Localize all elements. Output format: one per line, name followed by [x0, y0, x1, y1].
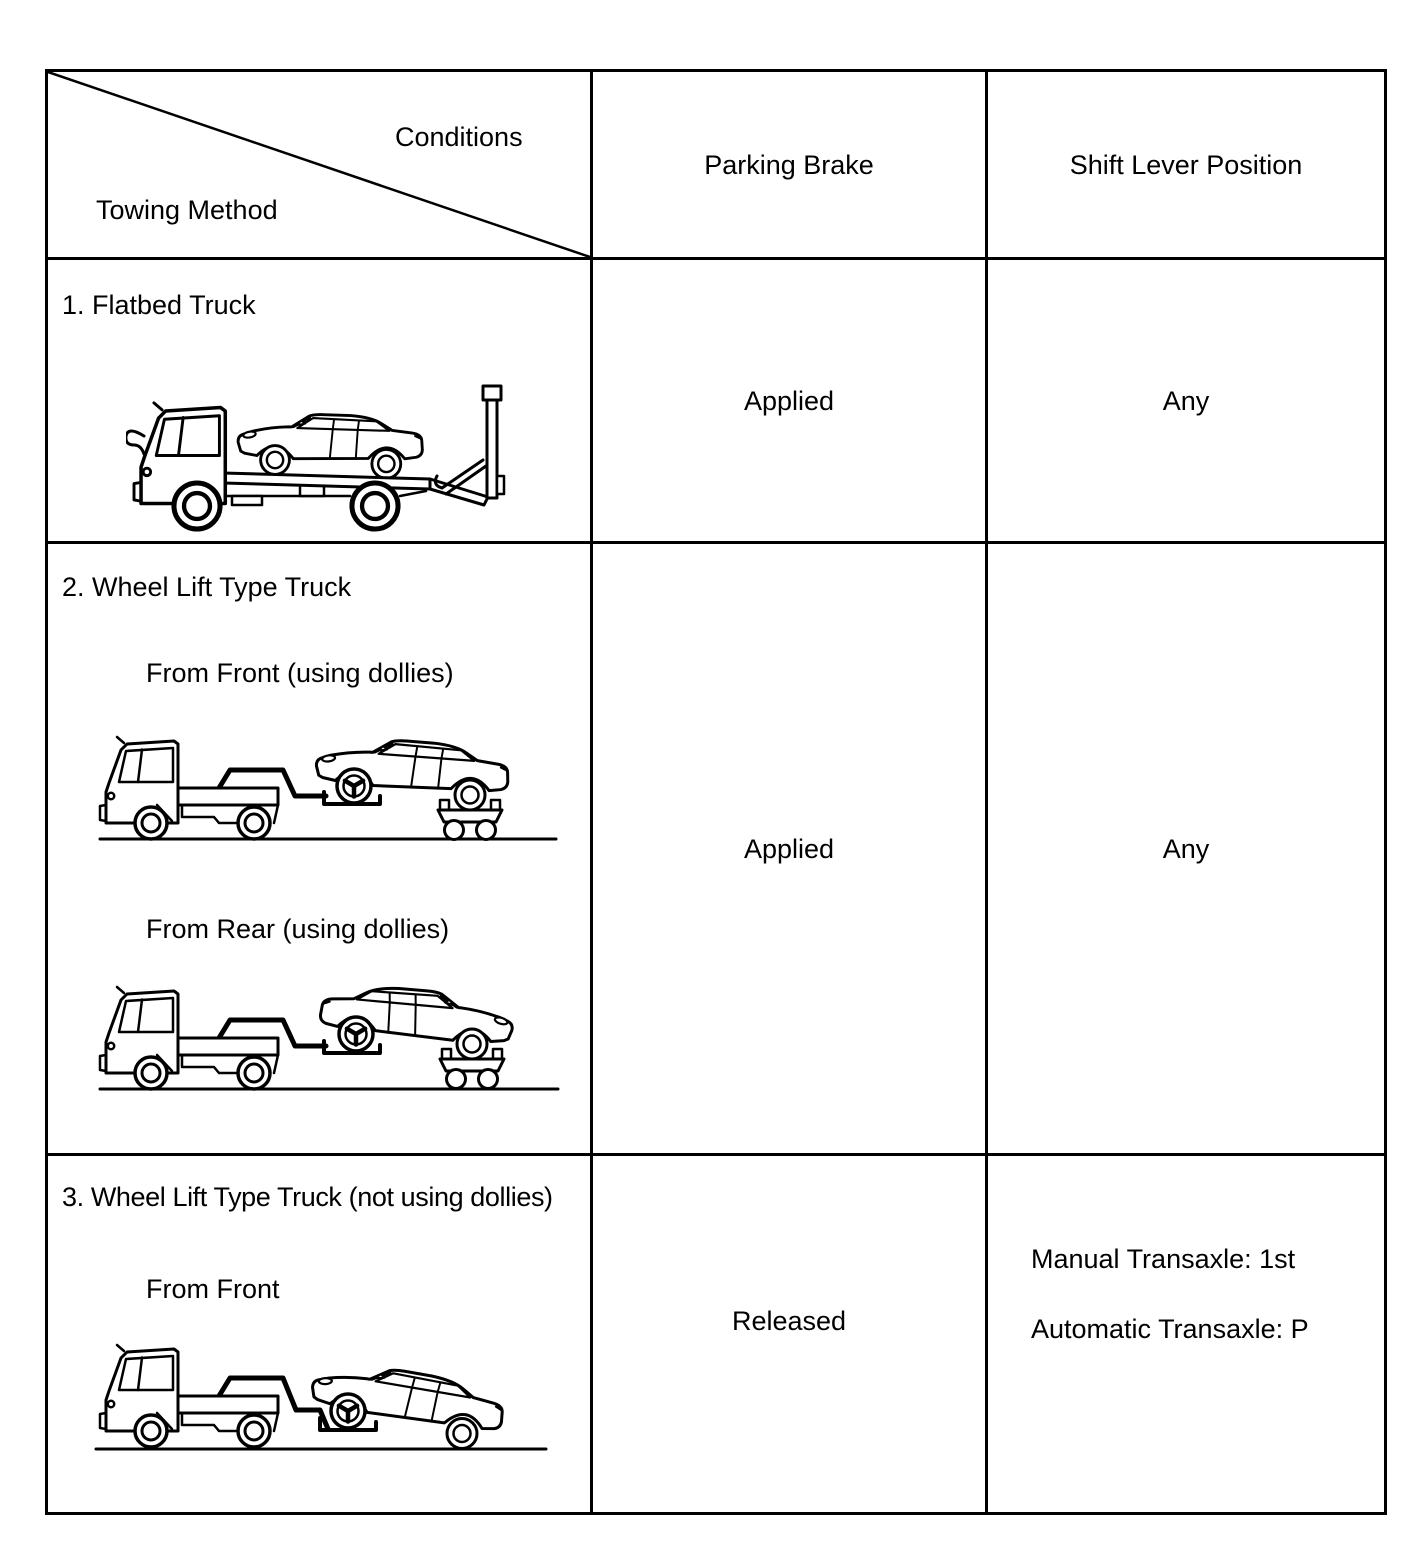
header-corner-cell [48, 72, 593, 260]
method-title-flatbed: 1. Flatbed Truck [62, 290, 256, 320]
parking-brake-value: Applied [743, 385, 835, 416]
shift-lever-automatic: Automatic Transaxle: P [1031, 1314, 1309, 1344]
flatbed-truck-illustration [126, 384, 566, 536]
sub-method-from-front: From Front [146, 1274, 280, 1304]
column-header-label: Parking Brake [704, 149, 874, 180]
towing-table [45, 69, 1387, 1515]
sub-method-from-rear-dollies: From Rear (using dollies) [146, 914, 450, 944]
row-flatbed-method-cell [48, 260, 593, 544]
row-wheel-lift-dollies-method-cell [48, 544, 593, 1156]
parking-brake-value: Applied [743, 833, 835, 864]
column-header-label: Shift Lever Position [1069, 149, 1303, 180]
row-wheel-lift-no-dollies-parking-brake-cell [593, 1156, 988, 1512]
shift-lever-manual: Manual Transaxle: 1st [1031, 1244, 1296, 1274]
row-wheel-lift-dollies-shift-lever-cell [988, 544, 1384, 1156]
conditions-label: Conditions [395, 122, 523, 152]
wheel-lift-from-rear-dollies-illustration [94, 976, 564, 1116]
row-wheel-lift-no-dollies-method-cell [48, 1156, 593, 1512]
towing-method-label: Towing Method [96, 195, 278, 225]
row-wheel-lift-no-dollies-shift-lever-cell [988, 1156, 1384, 1512]
shift-lever-values [1031, 1244, 1309, 1344]
row-wheel-lift-dollies-parking-brake-cell [593, 544, 988, 1156]
column-header-parking-brake [593, 72, 988, 260]
parking-brake-value: Released [731, 1306, 847, 1336]
method-title-wheel-lift: 2. Wheel Lift Type Truck [62, 572, 352, 602]
shift-lever-value: Any [1162, 385, 1210, 416]
method-title-wheel-lift-no-dollies: 3. Wheel Lift Type Truck (not using dollies) [62, 1182, 553, 1212]
row-flatbed-parking-brake-cell [593, 260, 988, 544]
row-flatbed-shift-lever-cell [988, 260, 1384, 544]
column-header-shift-lever-position [988, 72, 1384, 260]
sub-method-from-front-dollies: From Front (using dollies) [146, 658, 454, 688]
shift-lever-value: Any [1162, 833, 1210, 864]
diagonal-divider [48, 72, 590, 257]
wheel-lift-from-front-no-dollies-illustration [94, 1334, 564, 1474]
wheel-lift-from-front-dollies-illustration [94, 726, 564, 866]
